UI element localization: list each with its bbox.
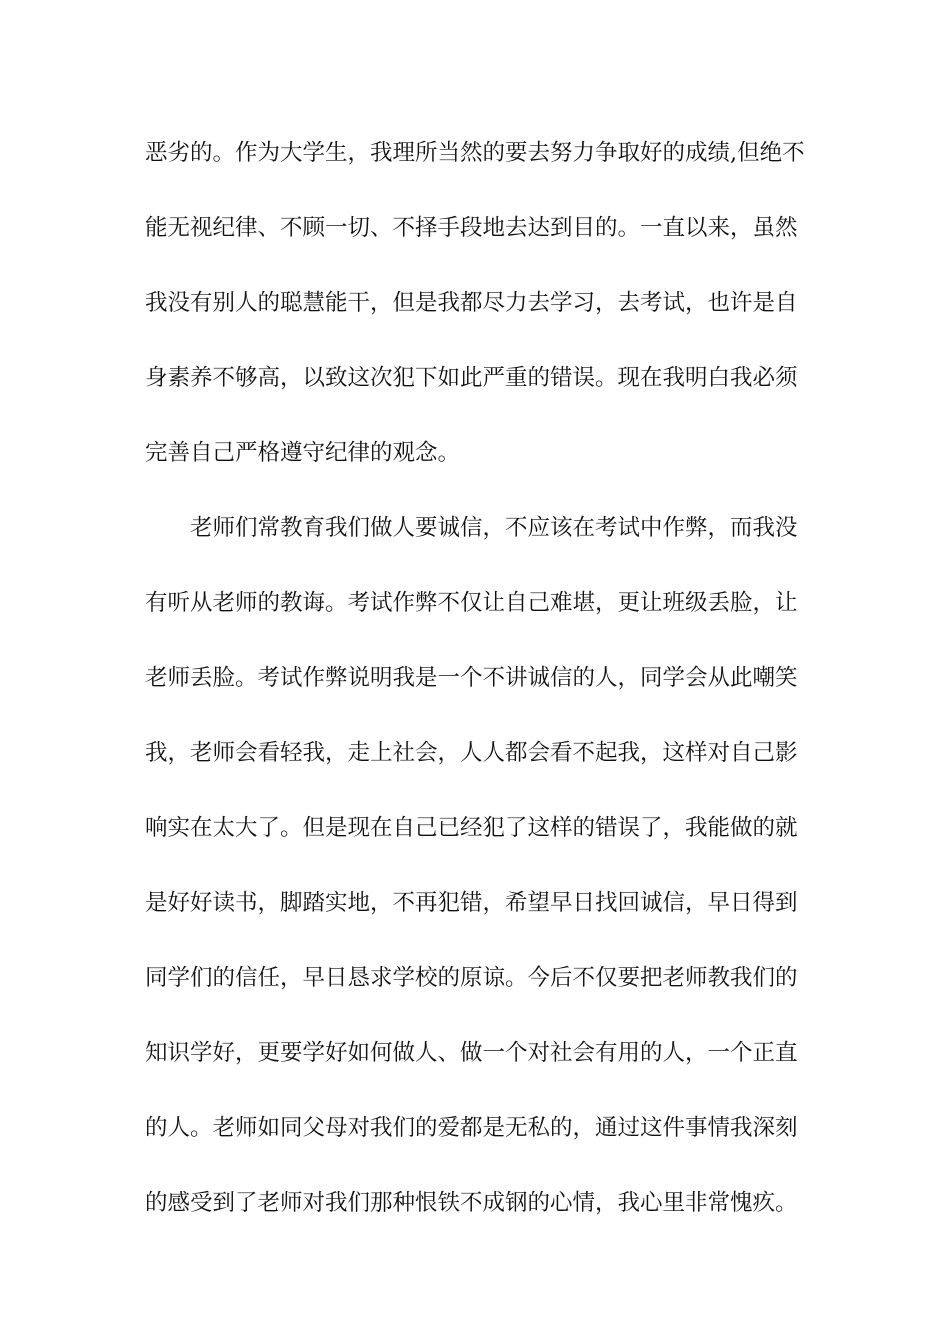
text-line-1: 恶劣的。作为大学生，我理所当然的要去努力争取好的成绩,但绝不: [145, 140, 805, 166]
text-line-3: 我没有别人的聪慧能干，但是我都尽力去学习，去考试，也许是自: [145, 290, 798, 316]
text-line-12: 同学们的信任，早日恳求学校的原谅。今后不仅要把老师教我们的: [145, 965, 798, 991]
text-line-9: 我，老师会看轻我，走上社会，人人都会看不起我，这样对自己影: [145, 740, 798, 766]
text-line-14: 的人。老师如同父母对我们的爱都是无私的，通过这件事情我深刻: [145, 1115, 798, 1141]
text-line-6: 老师们常教育我们做人要诚信，不应该在考试中作弊，而我没: [145, 515, 798, 541]
text-line-7: 有听从老师的教诲。考试作弊不仅让自己难堪，更让班级丢脸，让: [145, 590, 798, 616]
text-line-8: 老师丢脸。考试作弊说明我是一个不讲诚信的人，同学会从此嘲笑: [145, 665, 798, 691]
text-line-11: 是好好读书，脚踏实地，不再犯错，希望早日找回诚信，早日得到: [145, 890, 798, 916]
text-line-4: 身素养不够高，以致这次犯下如此严重的错误。现在我明白我必须: [145, 365, 798, 391]
text-line-15: 的感受到了老师对我们那种恨铁不成钢的心情，我心里非常愧疚。: [145, 1190, 798, 1216]
text-line-5: 完善自己严格遵守纪律的观念。: [145, 440, 461, 466]
body-text: [145, 128, 810, 1253]
text-line-13: 知识学好，更要学好如何做人、做一个对社会有用的人，一个正直: [145, 1040, 798, 1066]
text-line-2: 能无视纪律、不顾一切、不择手段地去达到目的。一直以来，虽然: [145, 215, 798, 241]
text-line-10: 响实在太大了。但是现在自己已经犯了这样的错误了，我能做的就: [145, 815, 798, 841]
